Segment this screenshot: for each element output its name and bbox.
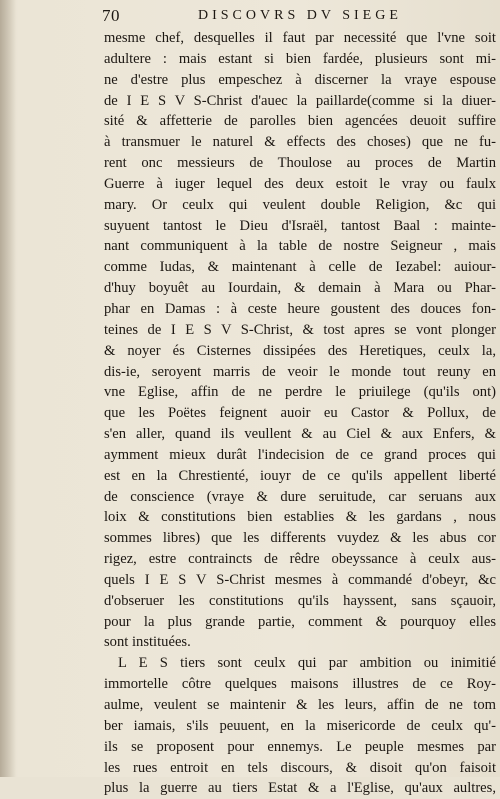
page-number: 70 (102, 6, 120, 25)
text-line: dis-ie, seroyent marris de veoir le monde tout reuny en (104, 363, 496, 380)
text-line: teines de I E S V S-Christ, & tost apres se vont plonger (104, 321, 496, 338)
text-line: mary. Or ceulx qui veulent double Religion, &c qui (104, 196, 496, 213)
text-line: de conscience (vraye & dure seruitude, car seruans aux (104, 488, 496, 505)
text-line: phar en Damas : à ceste heure goustent des douces fon- (104, 300, 496, 317)
text-line: immortelle côtre quelques maisons illustres de ce Roy- (104, 676, 496, 693)
text-line: Guerre à iuger lequel des deux estoit le vray ou faulx (104, 175, 496, 192)
text-line: ils se proposent pour ennemys. Le peuple mesmes par (104, 738, 496, 755)
text-line: plus la guerre au tiers Estat & a l'Eglise, qu'aux aultres, (104, 780, 496, 797)
text-line: sommes libres) que les differents vuydez & les abus cor (104, 530, 496, 547)
text-line: d'huy boyuêt au Iourdain, & demain à Mara ou Phar- (104, 280, 496, 297)
body-text (104, 28, 496, 799)
text-line: à transmuer le naturel & effects des choses) que ne fu- (104, 134, 496, 151)
text-line: nant communiquent à la table de nostre Seigneur , mais (104, 238, 496, 255)
text-line: vne Eglise, affin de ne perdre le priuilege (qu'ils ont) (104, 384, 496, 401)
page-header (102, 6, 496, 30)
text-line: loix & constitutions bien establies & les gardans , nous (104, 509, 496, 526)
text-line: mesme chef, desquelles il faut par necessité que l'vne soit (104, 30, 496, 46)
text-line: ber iamais, s'ils peuuent, en la misericorde de ceulx qu'- (104, 717, 496, 734)
text-line: & noyer és Cisternes dissipées des Heretiques, ceulx la, (104, 342, 496, 359)
text-line: sont instituées. (104, 634, 191, 651)
text-line: rent onc messieurs de Thoulose au proces de Martin (104, 155, 496, 172)
text-line: quels I E S V S-Christ mesmes à commandé d'obeyr, &c (104, 571, 496, 588)
text-line: rigez, estre contraincts de rêdre obeyssance à ceulx aus- (104, 551, 496, 568)
text-line: pour la plus grande partie, comment & pourquoy elles (104, 613, 496, 630)
running-title: DISCOVRS DV SIEGE (198, 8, 402, 23)
text-line: aymment mieux durât l'indecision de ce grand proces qui (104, 446, 496, 463)
text-line: de I E S V S-Christ d'auec la paillarde(comme si la diuer- (104, 92, 496, 109)
paragraph-start-line: L E S tiers sont ceulx qui par ambition ou inimitié (118, 655, 496, 672)
text-line: suyuent tantost le Dieu d'Israël, tantost Baal : mainte- (104, 217, 496, 234)
text-line: s'en aller, quand ils veullent & au Ciel & aux Enfers, & (104, 426, 496, 443)
text-line: comme Iudas, & maintenant à celle de Iezabel: auiour- (104, 259, 496, 276)
text-line: d'obseruer les constitutions qu'ils hayssent, sans sçauoir, (104, 592, 496, 609)
text-line: aulme, veulent se maintenir & les leurs, affin de ne tom (104, 697, 496, 713)
spine-shadow (0, 0, 16, 777)
text-line: les rues entroit en tels discours, & disoit qu'on faisoit (104, 759, 496, 776)
text-line: est en la Chrestienté, iouyr de ce qu'ils appellent liberté (104, 467, 496, 484)
text-line: que les Poëtes feignent auoir eu Castor & Pollux, de (104, 405, 496, 422)
text-line: sité & affetterie de parolles bien agencées deuoit suffire (104, 113, 496, 130)
text-line: ne d'estre plus empeschez à discerner la vraye espouse (104, 71, 496, 88)
text-line: adultere : mais estant si bien fardée, plusieurs sont mi- (104, 50, 496, 67)
